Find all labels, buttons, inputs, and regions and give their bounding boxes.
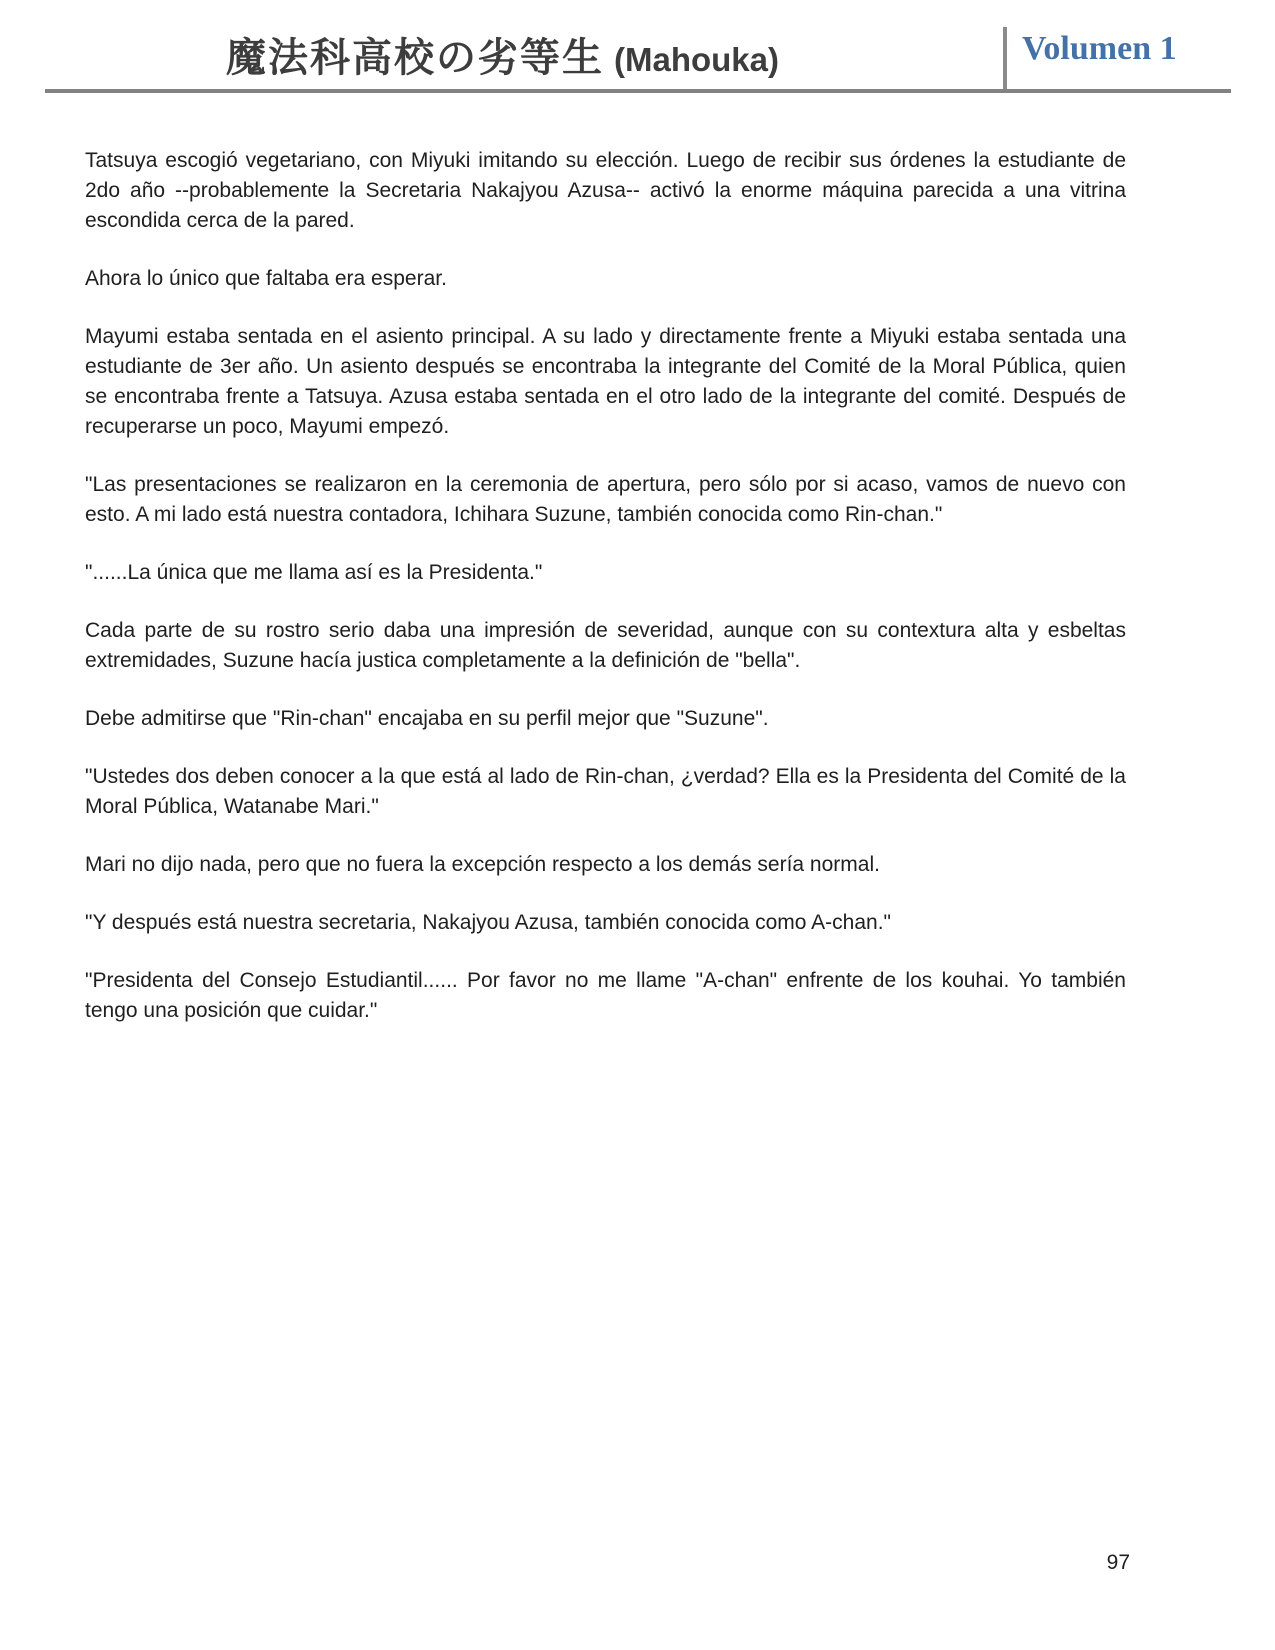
paragraph: "......La única que me llama así es la Presidenta." [85,561,543,584]
paragraph: Debe admitirse que "Rin-chan" encajaba en su perfil mejor que "Suzune". [85,707,769,730]
volume-label: Volumen 1 [1022,30,1177,67]
book-title-romaji: (Mahouka) [614,41,779,78]
page-header [0,0,1275,94]
paragraph: Mayumi estaba sentada en el asiento principal. A su lado y directamente frente a Miyuki estaba sentada una estudiante de 3er año. Un asiento después se encontraba la integrante del Comité de la Moral Pública, quien se encontraba frente a Tatsuya. Azusa estaba sentada en el otro lado de la integrante del comité. Después de recuperarse un poco, Mayumi empezó. [85,325,1126,438]
header-rule [45,89,1231,93]
book-title-japanese: 魔法科高校の劣等生 [226,35,604,80]
body-text [85,146,1126,1054]
paragraph: "Las presentaciones se realizaron en la ceremonia de apertura, pero sólo por si acaso, vamos de nuevo con esto. A mi lado está nuestra contadora, Ichihara Suzune, también conocida como Rin-chan." [85,473,1126,526]
paragraph: "Ustedes dos deben conocer a la que está al lado de Rin-chan, ¿verdad? Ella es la Presidenta del Comité de la Moral Pública, Watanabe Mari." [85,765,1126,818]
book-title [0,26,1005,83]
paragraph: Cada parte de su rostro serio daba una impresión de severidad, aunque con su contextura alta y esbeltas extremidades, Suzune hacía justica completamente a la definición de "bella". [85,619,1126,672]
paragraph: Tatsuya escogió vegetariano, con Miyuki imitando su elección. Luego de recibir sus órdenes la estudiante de 2do año --probablemente la Secretaria Nakajyou Azusa-- activó la enorme máquina parecida a una vitrina escondida cerca de la pared. [85,149,1126,232]
paragraph: Ahora lo único que faltaba era esperar. [85,267,447,290]
paragraph: "Presidenta del Consejo Estudiantil...... Por favor no me llame "A-chan" enfrente de los kouhai. Yo también tengo una posición que cuidar." [85,969,1126,1022]
page-number: 97 [1106,1551,1130,1574]
paragraph: "Y después está nuestra secretaria, Nakajyou Azusa, también conocida como A-chan." [85,911,891,934]
paragraph: Mari no dijo nada, pero que no fuera la excepción respecto a los demás sería normal. [85,853,880,876]
header-vertical-divider [1003,27,1007,92]
